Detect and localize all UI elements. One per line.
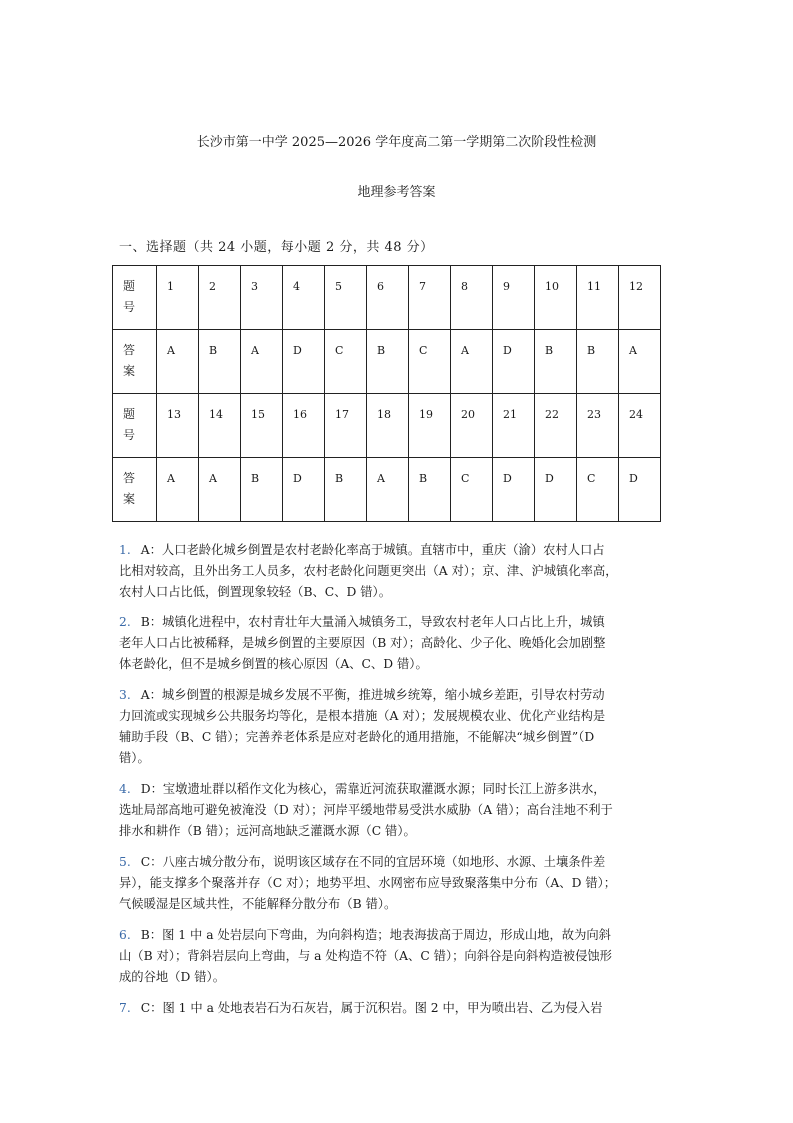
explanation-line [119, 685, 679, 706]
explanation-number: 6. [119, 928, 131, 942]
table-cell: 14 [199, 394, 241, 458]
explanation-number: 1. [119, 543, 131, 557]
table-cell: 6 [367, 266, 409, 330]
explanation-line [119, 800, 679, 821]
row-label-char: 号 [123, 428, 136, 442]
explanation-line [119, 706, 679, 727]
explanation-line [119, 821, 679, 842]
table-cell: B [535, 330, 577, 394]
table-cell: C [325, 330, 367, 394]
table-cell: 1 [157, 266, 199, 330]
explanation-number: 5. [119, 855, 131, 869]
table-cell: 18 [367, 394, 409, 458]
explanation-line [119, 654, 679, 675]
explanation-text: 排水和耕作（B 错）；远河高地缺乏灌溉水源（C 错）。 [119, 824, 416, 838]
explanation-text: 选址局部高地可避免被淹没（D 对）；河岸平缓地带易受洪水威胁（A 错）；高台洼地不利于 [119, 803, 613, 817]
table-cell: B [577, 330, 619, 394]
table-cell: 3 [241, 266, 283, 330]
document-subtitle: 地理参考答案 [357, 185, 436, 200]
answer-table [112, 265, 661, 522]
explanation-number: 4. [119, 782, 131, 796]
row-label-char: 答 [123, 471, 136, 485]
table-cell: 20 [451, 394, 493, 458]
explanation-line [119, 727, 679, 748]
table-cell: C [577, 458, 619, 522]
table-cell: A [157, 330, 199, 394]
document-title: 长沙市第一中学 2025—2026 学年度高二第一学期第二次阶段性检测 [196, 135, 597, 150]
explanation-text: 异），能支撑多个聚落并存（C 对）；地势平坦、水网密布应导致聚落集中分布（A、D 错）； [119, 876, 617, 890]
explanation-text: 体老龄化，但不是城乡倒置的核心原因（A、C、D 错）。 [119, 657, 428, 671]
table-row-answers [113, 458, 661, 522]
explanation-text: C：八座古城分散分布，说明该区域存在不同的宜居环境（如地形、水源、土壤条件差 [140, 855, 606, 869]
explanation-line [119, 582, 679, 603]
table-cell: A [157, 458, 199, 522]
explanation-text: B：城镇化进程中，农村青壮年大量涌入城镇务工，导致农村老年人口占比上升，城镇 [140, 615, 605, 629]
table-cell: 16 [283, 394, 325, 458]
table-cell: 12 [619, 266, 661, 330]
explanation-text: 老年人口占比被稀释，是城乡倒置的主要原因（B 对）；高龄化、少子化、晚婚化会加剧整 [119, 636, 606, 650]
explanation-line [119, 894, 679, 915]
table-cell: B [367, 330, 409, 394]
table-cell: B [409, 458, 451, 522]
table-cell: 19 [409, 394, 451, 458]
row-label [113, 394, 157, 458]
section-heading: 一、选择题（共 24 小题，每小题 2 分，共 48 分） [119, 240, 434, 255]
table-cell: A [199, 458, 241, 522]
explanation-line [119, 779, 679, 800]
table-cell: 24 [619, 394, 661, 458]
table-cell: 10 [535, 266, 577, 330]
table-cell: B [241, 458, 283, 522]
explanation-line [119, 561, 679, 582]
explanation-line [119, 998, 679, 1019]
table-cell: A [367, 458, 409, 522]
explanation-item [119, 852, 679, 915]
table-cell: D [283, 330, 325, 394]
table-cell: 21 [493, 394, 535, 458]
explanation-line [119, 612, 679, 633]
explanation-line [119, 967, 679, 988]
explanation-line [119, 946, 679, 967]
explanation-text: 成的谷地（D 错）。 [119, 970, 225, 984]
explanation-text: 农村人口占比低，倒置现象较轻（B、C、D 错）。 [119, 585, 392, 599]
row-label-char: 案 [123, 364, 136, 378]
table-cell: D [535, 458, 577, 522]
explanation-item [119, 998, 679, 1019]
row-label-char: 号 [123, 300, 136, 314]
row-label-char: 题 [123, 279, 136, 293]
explanation-text: B：图 1 中 a 处岩层向下弯曲，为向斜构造；地表海拔高于周边，形成山地，故为向斜 [140, 928, 611, 942]
table-cell: B [325, 458, 367, 522]
explanation-item [119, 779, 679, 842]
explanation-item [119, 540, 679, 603]
table-cell: A [619, 330, 661, 394]
explanation-text: D：宝墩遗址群以稻作文化为核心，需靠近河流获取灌溉水源；同时长江上游多洪水， [140, 782, 606, 796]
table-row-answers [113, 330, 661, 394]
explanation-number: 2. [119, 615, 131, 629]
explanation-line [119, 540, 679, 561]
explanation-item [119, 685, 679, 769]
table-cell: D [493, 330, 535, 394]
explanation-item [119, 612, 679, 675]
explanation-text: 比相对较高，且外出务工人员多，农村老龄化问题更突出（A 对）；京、津、沪城镇化率高， [119, 564, 618, 578]
table-cell: A [451, 330, 493, 394]
row-label-char: 案 [123, 492, 136, 506]
explanation-number: 3. [119, 688, 131, 702]
table-cell: 13 [157, 394, 199, 458]
table-cell: D [619, 458, 661, 522]
table-cell: D [493, 458, 535, 522]
row-label [113, 266, 157, 330]
explanation-line [119, 633, 679, 654]
table-row-question-numbers [113, 266, 661, 330]
explanation-text: A：城乡倒置的根源是城乡发展不平衡，推进城乡统筹，缩小城乡差距，引导农村劳动 [140, 688, 605, 702]
table-cell: A [241, 330, 283, 394]
table-cell: 22 [535, 394, 577, 458]
table-cell: C [409, 330, 451, 394]
table-cell: 17 [325, 394, 367, 458]
explanation-text: 辅助手段（B、C 错）；完善养老体系是应对老龄化的通用措施，不能解决“城乡倒置”（D [119, 730, 595, 744]
table-cell: B [199, 330, 241, 394]
explanation-text: 力回流或实现城乡公共服务均等化，是根本措施（A 对）；发展规模农业、优化产业结构是 [119, 709, 606, 723]
table-cell: 8 [451, 266, 493, 330]
explanation-line [119, 925, 679, 946]
table-cell: 15 [241, 394, 283, 458]
row-label-char: 答 [123, 343, 136, 357]
table-row-question-numbers [113, 394, 661, 458]
explanation-number: 7. [119, 1001, 131, 1015]
table-cell: 9 [493, 266, 535, 330]
explanation-text: A：人口老龄化城乡倒置是农村老龄化率高于城镇。直辖市中，重庆（渝）农村人口占 [140, 543, 605, 557]
explanation-text: 山（B 对）；背斜岩层向上弯曲，与 a 处构造不符（A、C 错）；向斜谷是向斜构造被侵蚀形 [119, 949, 612, 963]
explanation-text: C：图 1 中 a 处地表岩石为石灰岩，属于沉积岩。图 2 中，甲为喷出岩、乙为侵入岩 [140, 1001, 603, 1015]
table-cell: D [283, 458, 325, 522]
table-cell: 11 [577, 266, 619, 330]
table-cell: 23 [577, 394, 619, 458]
table-cell: 5 [325, 266, 367, 330]
table-cell: 7 [409, 266, 451, 330]
explanation-line [119, 748, 679, 769]
table-cell: C [451, 458, 493, 522]
explanation-item [119, 925, 679, 988]
explanation-line [119, 873, 679, 894]
table-cell: 4 [283, 266, 325, 330]
row-label [113, 330, 157, 394]
row-label-char: 题 [123, 407, 136, 421]
row-label [113, 458, 157, 522]
explanation-text: 气候暖湿是区域共性，不能解释分散分布（B 错）。 [119, 897, 397, 911]
table-cell: 2 [199, 266, 241, 330]
explanation-line [119, 852, 679, 873]
explanation-text: 错）。 [119, 751, 150, 765]
